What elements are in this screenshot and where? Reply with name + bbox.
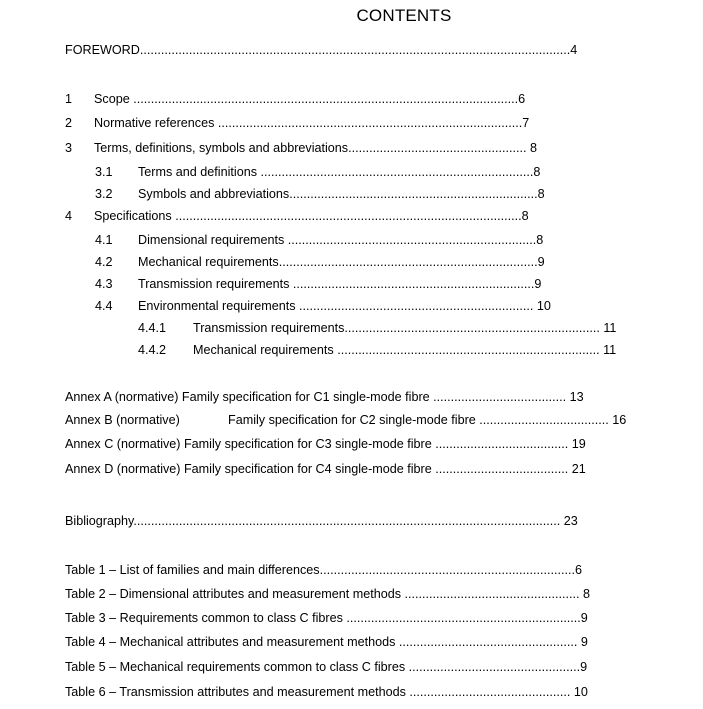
toc-entry-number: 3.2 [95,187,113,201]
toc-entry-number: 4.4.1 [138,321,167,335]
toc-entry-text: Table 6 – Transmission attributes and measurement methods .............................................. 10 [65,685,588,699]
toc-entry-number: 4.2 [95,255,113,269]
toc-entry-number: 3.1 [95,165,113,179]
toc-entry-text: Bibliography.......................................................................................................................... 23 [65,514,578,528]
toc-entry-text: Terms and definitions ..............................................................................8 [138,165,541,179]
toc-entry-text: Transmission requirements .....................................................................9 [138,277,542,291]
toc-entry-text: Family specification for C4 single-mode fibre ...................................... 21 [183,462,586,476]
toc-entry-number: 4.4 [95,299,113,313]
annex-label: Annex A (normative) [65,390,179,404]
toc-entry-text: Table 3 – Requirements common to class C fibres ...................................................................9 [65,611,588,625]
toc-entry-number: 2 [65,116,73,130]
toc-entry-table[interactable] [65,610,588,626]
toc-entry-text: Mechanical requirements..........................................................................9 [138,255,545,269]
toc-entry-text: Normative references .......................................................................................7 [94,116,530,130]
toc-entry-number: 4.1 [95,233,113,247]
annex-label: Annex C (normative) [65,437,181,451]
page-title: CONTENTS [356,6,452,25]
toc-entry-text: Table 5 – Mechanical requirements common to class C fibres .................................................9 [65,660,588,674]
annex-label: Annex B (normative) [65,413,180,427]
toc-entry-bibliography[interactable] [65,513,578,529]
toc-entry-text: Specifications ...................................................................................................8 [94,209,529,223]
toc-entry-text: Mechanical requirements ........................................................................... 11 [193,343,617,357]
toc-entry-text: Table 1 – List of families and main differences.........................................................................6 [65,563,583,577]
toc-entry-number: 4.4.2 [138,343,167,357]
toc-entry-text: Table 4 – Mechanical attributes and measurement methods ................................................... 9 [65,635,588,649]
toc-entry-table[interactable] [65,562,582,578]
toc-entry-table[interactable] [65,634,588,650]
annex-label: Annex D (normative) [65,462,181,476]
toc-entry-table[interactable] [65,659,587,675]
toc-entry-text: Dimensional requirements .......................................................................8 [138,233,544,247]
toc-entry-number: 4.3 [95,277,113,291]
toc-entry-text: Family specification for C2 single-mode fibre ..................................... 16 [228,413,627,427]
toc-entry-text: Terms, definitions, symbols and abbreviations................................................... 8 [94,141,538,155]
toc-entry-table[interactable] [65,684,588,700]
toc-entry-annex[interactable] [65,461,586,477]
toc-entry-text: Scope ..............................................................................................................6 [94,92,526,106]
toc-entry-number: 1 [65,92,73,106]
toc-entry-number: 4 [65,209,73,223]
toc-entry-text: Table 2 – Dimensional attributes and measurement methods .................................................. 8 [65,587,590,601]
toc-entry-foreword[interactable] [65,42,577,58]
toc-entry-text: Family specification for C3 single-mode fibre ...................................... 19 [183,437,586,451]
toc-entry-text: FOREWORD...........................................................................................................................4 [65,43,578,57]
toc-entry-annex[interactable] [65,389,584,405]
toc-entry-annex[interactable] [65,436,586,452]
toc-entry-number: 3 [65,141,73,155]
toc-entry-text: Symbols and abbreviations.......................................................................8 [138,187,545,201]
toc-entry-table[interactable] [65,586,590,602]
toc-entry-text: Transmission requirements......................................................................... 11 [193,321,617,335]
toc-entry-text: Environmental requirements ................................................................... 10 [138,299,551,313]
toc-entry-text: Family specification for C1 single-mode fibre ...................................... 13 [181,390,584,404]
